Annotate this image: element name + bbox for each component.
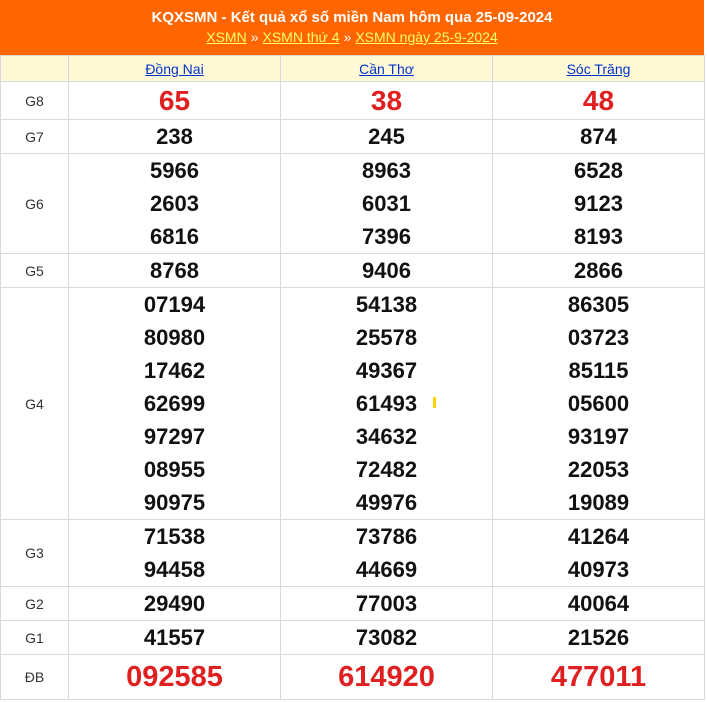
lottery-number: 40973 [567,557,630,582]
lottery-number: 6031 [362,191,411,216]
lottery-number: 73786 [355,524,418,549]
lottery-number: 5966 [150,158,199,183]
prize-cell [69,520,281,587]
lottery-number: 65 [158,85,191,116]
lottery-number: 29490 [143,591,206,616]
results-body [1,82,705,700]
results-table [0,55,705,700]
prize-label: G3 [1,520,69,587]
lottery-number: 77003 [355,591,418,616]
lottery-number: 97297 [143,424,206,449]
province-header [493,56,705,82]
lottery-number: 874 [580,124,617,149]
prize-cell [281,587,493,621]
prize-cell [281,655,493,700]
lottery-number: 03723 [567,325,630,350]
prize-cell [493,154,705,254]
lottery-number: 72482 [355,457,418,482]
prize-row [1,154,705,254]
prize-cell [281,120,493,154]
lottery-number: 71538 [143,524,206,549]
breadcrumb-separator: » [343,29,352,45]
prize-cell [281,288,493,520]
prize-cell [493,621,705,655]
province-link-soc-trang[interactable]: Sóc Trăng [566,60,631,77]
lottery-number: 90975 [143,490,206,515]
lottery-number: 2603 [150,191,199,216]
lottery-number: 44669 [355,557,418,582]
lottery-number: 21526 [567,625,630,650]
lottery-number: 7396 [362,224,411,249]
lottery-number: 8768 [150,258,199,283]
prize-cell [69,82,281,120]
prize-cell [69,288,281,520]
highlight-mark [433,397,436,408]
lottery-number: 73082 [355,625,418,650]
prize-row [1,82,705,120]
lottery-number: 19089 [567,490,630,515]
lottery-number: 9406 [362,258,411,283]
province-header [281,56,493,82]
prize-row [1,288,705,520]
breadcrumb-xsmn-date[interactable]: XSMN ngày 25-9-2024 [355,29,498,45]
prize-label: G4 [1,288,69,520]
prize-cell [493,520,705,587]
lottery-number: 05600 [567,391,630,416]
lottery-number: 93197 [567,424,630,449]
prize-label: ĐB [1,655,69,700]
lottery-number: 49367 [355,358,418,383]
prize-label: G8 [1,82,69,120]
prize-cell [281,154,493,254]
prize-row [1,655,705,700]
lottery-number: 40064 [567,591,630,616]
province-header-row [1,56,705,82]
lottery-number: 25578 [355,325,418,350]
lottery-number: 238 [156,124,193,149]
lottery-number: 85115 [568,358,629,383]
prize-cell [493,288,705,520]
prize-row [1,621,705,655]
prize-cell [493,254,705,288]
lottery-number: 07194 [143,292,206,317]
prize-label: G5 [1,254,69,288]
lottery-number: 6528 [574,158,623,183]
lottery-number: 8193 [574,224,623,249]
prize-cell [493,655,705,700]
lottery-number: 54138 [355,292,418,317]
lottery-number: 092585 [126,661,223,693]
lottery-number: 41557 [143,625,206,650]
prize-cell [69,655,281,700]
breadcrumb-xsmn[interactable]: XSMN [206,29,247,45]
breadcrumb-xsmn-thu4[interactable]: XSMN thứ 4 [262,29,340,45]
prize-cell [69,587,281,621]
results-header [0,0,704,55]
prize-cell [281,82,493,120]
lottery-number: 86305 [567,292,630,317]
prize-label: G2 [1,587,69,621]
lottery-number: 38 [370,85,403,116]
lottery-number: 8963 [362,158,411,183]
prize-cell [493,120,705,154]
prize-label: G1 [1,621,69,655]
lottery-number: 614920 [338,661,435,693]
prize-cell [69,120,281,154]
lottery-number: 6816 [150,224,199,249]
breadcrumb-separator: » [250,29,259,45]
prize-cell [281,621,493,655]
province-header [69,56,281,82]
prize-cell [69,621,281,655]
prize-cell [69,154,281,254]
lottery-number: 48 [582,85,615,116]
prize-row [1,120,705,154]
prize-cell [69,254,281,288]
lottery-number: 2866 [574,258,623,283]
province-link-can-tho[interactable]: Cần Thơ [359,60,414,77]
page-title: KQXSMN - Kết quả xổ số miền Nam hôm qua 25-09-2024 [151,9,553,26]
lottery-number: 22053 [567,457,630,482]
prize-cell [281,254,493,288]
lottery-number: 94458 [143,557,206,582]
prize-cell [493,587,705,621]
breadcrumb [0,28,704,46]
lottery-number: 49976 [355,490,418,515]
province-link-dong-nai[interactable]: Đồng Nai [145,60,204,77]
lottery-number: 477011 [550,661,647,693]
prize-cell [493,82,705,120]
prize-cell [281,520,493,587]
lottery-number: 34632 [355,424,418,449]
prize-label: G6 [1,154,69,254]
lottery-number: 41264 [567,524,630,549]
header-corner [1,56,69,82]
lottery-number: 9123 [574,191,623,216]
prize-row [1,587,705,621]
prize-label: G7 [1,120,69,154]
lottery-number: 80980 [143,325,206,350]
prize-row [1,520,705,587]
lottery-number: 17462 [143,358,206,383]
lottery-number: 62699 [143,391,206,416]
lottery-number: 61493 [355,391,418,416]
lottery-number: 08955 [143,457,206,482]
lottery-number: 245 [368,124,405,149]
prize-row [1,254,705,288]
